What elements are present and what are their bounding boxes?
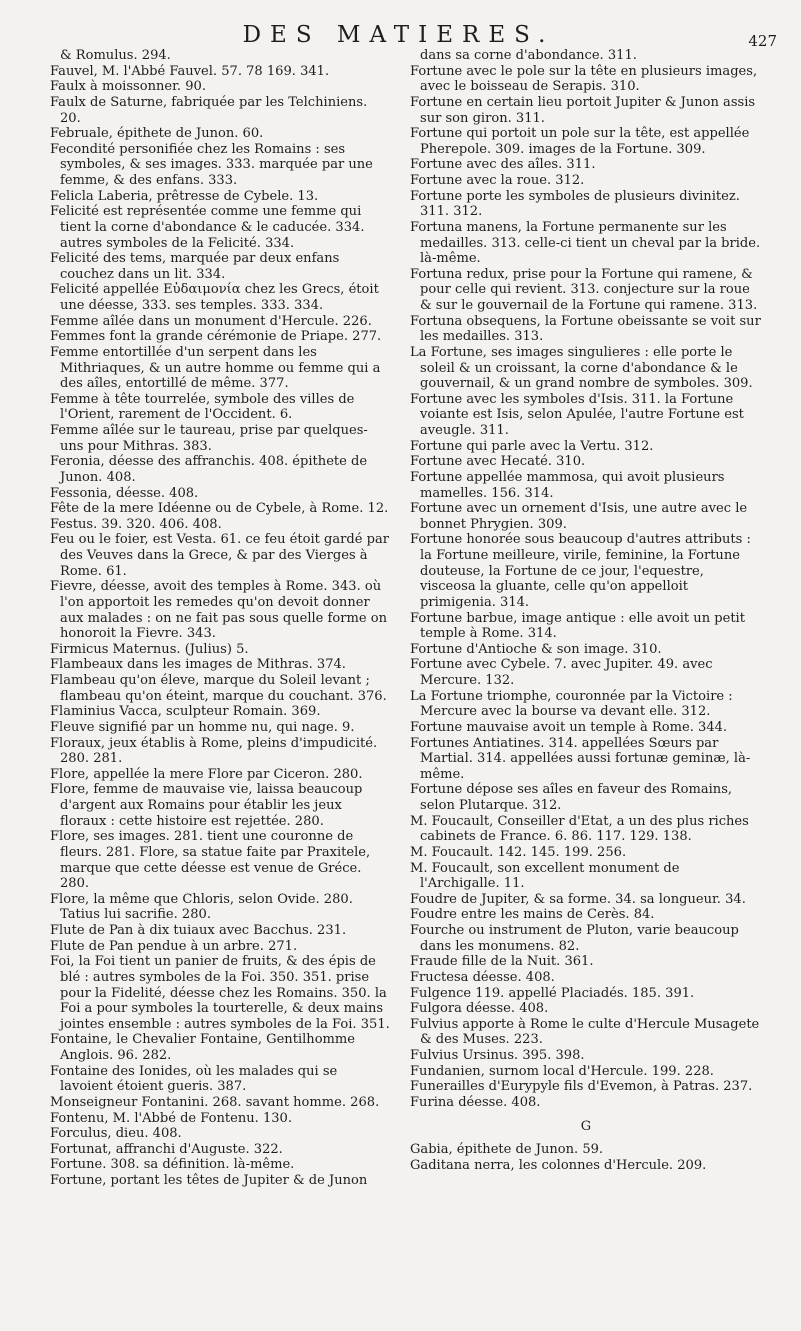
index-entry: Fortuna manens, la Fortune permanente sur les medailles. 313. celle-ci tient un cheval par la bride. là-même. xyxy=(410,219,761,267)
index-entry: Fortune dépose ses aîles en faveur des Romains, selon Plutarque. 312. xyxy=(410,782,733,813)
index-entry: Fraude fille de la Nuit. 361. xyxy=(410,954,594,970)
index-entry: Foi, la Foi tient un panier de fruits, & des épis de blé : autres symboles de la Foi. 350. 351. prise pour la Fidelité, déesse chez les Romains. 350. la Foi a pour symboles la tourterelle, & deux mains jointes ensemble : autres symboles de la Foi. 351. xyxy=(50,954,390,1032)
index-entry: Fauvel, M. l'Abbé Fauvel. 57. 78 169. 341. xyxy=(50,63,330,79)
index-entry: Fortuna obsequens, la Fortune obeissante se voit sur les medailles. 313. xyxy=(410,313,761,345)
left-column xyxy=(50,48,390,1189)
index-entry: La Fortune triomphe, couronnée par la Victoire : Mercure avec la bourse va devant elle. 312. xyxy=(410,688,733,720)
index-entry: Fortuna redux, prise pour la Fortune qui ramene, & pour celle qui revient. 313. conjecture sur la roue & sur le gouvernail de la Fortune qui ramene. 313. xyxy=(410,266,758,313)
index-entry: Flore, ses images. 281. tient une couronne de fleurs. 281. Flore, sa statue faite par Praxitele, marque que cette déesse est venue de Gréce. 280. xyxy=(50,829,371,892)
index-entry: Floraux, jeux établis à Rome, pleins d'impudicité. 280. 281. xyxy=(50,735,378,767)
index-entry: Firmicus Maternus. (Julius) 5. xyxy=(50,641,249,657)
index-entry: Furina déesse. 408. xyxy=(410,1094,541,1110)
index-entry: Felicité est représentée comme une femme qui tient la corne d'abondance & le caducée. 334. autres symboles de la Felicité. 334. xyxy=(50,204,365,251)
index-entry: Gabia, épithete de Junon. 59. xyxy=(410,1142,604,1158)
index-entry: Gaditana nerra, les colonnes d'Hercule. 209. xyxy=(410,1157,707,1173)
index-entry: Fortune, portant les têtes de Jupiter & de Junon xyxy=(50,1173,368,1188)
index-entry: Forculus, dieu. 408. xyxy=(50,1126,182,1142)
index-entry: Felicité appellée Εὐδαιμονία chez les Grecs, étoit une déesse, 333. ses temples. 333. 334. xyxy=(50,282,379,313)
index-entry: Fortune. 308. sa définition. là-même. xyxy=(50,1157,295,1173)
index-entry: Fontenu, M. l'Abbé de Fontenu. 130. xyxy=(50,1110,292,1126)
index-entry: Foudre entre les mains de Cerès. 84. xyxy=(410,907,655,923)
index-entry: Faulx de Saturne, fabriquée par les Telchiniens. 20. xyxy=(50,94,368,126)
page-number: 427 xyxy=(748,32,777,50)
index-entry: Fortunat, affranchi d'Auguste. 322. xyxy=(50,1141,283,1157)
index-entry: M. Foucault, Conseiller d'Etat, a un des plus riches cabinets de France. 6. 86. 117. 129. 138. xyxy=(410,813,749,845)
index-entry: Fievre, déesse, avoit des temples à Rome. 343. où l'on apportoit les remedes qu'on devoit donner aux malades : on ne fait pas sous quelle forme on honoroit la Fievre. 343. xyxy=(50,579,387,642)
index-entry: Fontaine, le Chevalier Fontaine, Gentilhomme Anglois. 96. 282. xyxy=(50,1032,356,1063)
index-entry: La Fortune, ses images singulieres : elle porte le soleil & un croissant, la corne d'abondance & le gouvernail, & un grand nombre de symboles. 309. xyxy=(410,344,753,392)
index-entry: Fortune mauvaise avoit un temple à Rome. 344. xyxy=(410,719,728,735)
index-entry: Flaminius Vacca, sculpteur Romain. 369. xyxy=(50,704,321,720)
index-entry: Femme à tête tourrelée, symbole des villes de l'Orient, rarement de l'Occident. 6. xyxy=(50,391,355,423)
index-entry: Fortune d'Antioche & son image. 310. xyxy=(410,641,662,657)
index-entry: Fulvius apporte à Rome le culte d'Hercule Musagete & des Muses. 223. xyxy=(410,1016,760,1048)
index-entry: Fecondité personifiée chez les Romains : ses symboles, & ses images. 333. marquée par une femme, & des enfans. 333. xyxy=(50,141,373,188)
index-entry: Fontaine des Ionides, où les malades qui se lavoient étoient gueris. 387. xyxy=(50,1063,338,1095)
index-entry: Fortune avec Hecaté. 310. xyxy=(410,454,586,470)
index-entry: Fulgence 119. appellé Placiadés. 185. 391. xyxy=(410,985,695,1001)
index-entry: Fortunes Antiatines. 314. appellées Sœurs par Martial. 314. appellées aussi fortunæ geminæ, là-même. xyxy=(410,735,751,782)
index-entry: Februale, épithete de Junon. 60. xyxy=(50,126,264,142)
index-entry: Fulvius Ursinus. 395. 398. xyxy=(410,1048,585,1063)
index-entry: Fulgora déesse. 408. xyxy=(410,1001,549,1017)
index-entry: Fourche ou instrument de Pluton, varie beaucoup dans les monumens. 82. xyxy=(410,923,739,954)
index-entry: Monseigneur Fontanini. 268. savant homme. 268. xyxy=(50,1094,380,1110)
index-entry: Flore, femme de mauvaise vie, laissa beaucoup d'argent aux Romains pour établir les jeux floraux : cette histoire est rejettée. 280. xyxy=(50,782,363,829)
index-entry: & Romulus. 294. xyxy=(60,48,171,63)
index-entry: M. Foucault, son excellent monument de l'Archigalle. 11. xyxy=(410,860,680,892)
index-entry: Femme entortillée d'un serpent dans les Mithriaques, & un autre homme ou femme qui a des aîles, entortillé de même. 377. xyxy=(50,344,381,392)
index-entry: Fortune avec Cybele. 7. avec Jupiter. 49. avec Mercure. 132. xyxy=(410,657,713,688)
running-title: DES MATIERES. xyxy=(242,22,555,48)
index-entry: Fleuve signifié par un homme nu, qui nage. 9. xyxy=(50,719,355,735)
index-entry: dans sa corne d'abondance. 311. xyxy=(420,48,637,63)
index-entry: Funerailles d'Eurypyle fils d'Evemon, à Patras. 237. xyxy=(410,1079,753,1095)
index-entry: Fortune appellée mammosa, qui avoit plusieurs mamelles. 156. 314. xyxy=(410,469,725,501)
index-entry: Feronia, déesse des affranchis. 408. épithete de Junon. 408. xyxy=(50,454,368,485)
index-entry: Fortune avec le pole sur la tête en plusieurs images, avec le boisseau de Serapis. 310. xyxy=(410,63,758,95)
index-entry: M. Foucault. 142. 145. 199. 256. xyxy=(410,844,627,860)
index-entry: Fortune avec des aîles. 311. xyxy=(410,157,596,173)
index-entry: Festus. 39. 320. 406. 408. xyxy=(50,516,222,532)
right-column xyxy=(410,48,762,1173)
index-entry: Flore, appellée la mere Flore par Ciceron. 280. xyxy=(50,766,363,782)
index-entry: Felicla Laberia, prêtresse de Cybele. 13. xyxy=(50,188,319,204)
index-entry: Fructesa déesse. 408. xyxy=(410,969,555,985)
index-entry: Fortune honorée sous beaucoup d'autres attributs : la Fortune meilleure, virile, feminine, la Fortune douteuse, la Fortune de ce jour, l'equestre, visceosa la gluante, celle qu'on appelloit primigenia. 314. xyxy=(410,532,751,610)
index-entry: Fortune avec les symboles d'Isis. 311. la Fortune voiante est Isis, selon Apulée, l'autre Fortune est aveugle. 311. xyxy=(410,391,744,438)
index-entry: Fortune qui portoit un pole sur la tête, est appellée Pherepole. 309. images de la Fortune. 309. xyxy=(410,126,750,157)
index-entry: Fessonia, déesse. 408. xyxy=(50,485,199,501)
index-entry: Femmes font la grande cérémonie de Priape. 277. xyxy=(50,329,382,345)
index-entry: Fortune en certain lieu portoit Jupiter & Junon assis sur son giron. 311. xyxy=(410,94,756,126)
index-entry: Fortune qui parle avec la Vertu. 312. xyxy=(410,438,654,454)
index-entry: Felicité des tems, marquée par deux enfans couchez dans un lit. 334. xyxy=(50,251,340,282)
index-entry: Femme aîlée sur le taureau, prise par quelques-uns pour Mithras. 383. xyxy=(50,423,368,454)
index-entry: Flore, la même que Chloris, selon Ovide. 280. Tatius lui sacrifie. 280. xyxy=(50,891,353,923)
index-entry: Fête de la mere Idéenne ou de Cybele, à Rome. 12. xyxy=(50,501,389,517)
index-entry: Foudre de Jupiter, & sa forme. 34. sa longueur. 34. xyxy=(410,891,746,907)
section-letter-g: G xyxy=(580,1118,592,1134)
index-entry: Fundanien, surnom local d'Hercule. 199. 228. xyxy=(410,1063,714,1079)
index-entry: Flambeaux dans les images de Mithras. 374. xyxy=(50,657,346,673)
index-entry: Flambeau qu'on éleve, marque du Soleil levant ; flambeau qu'on éteint, marque du couchant. 376. xyxy=(50,673,387,704)
index-entry: Fortune barbue, image antique : elle avoit un petit temple à Rome. 314. xyxy=(410,610,745,642)
index-entry: Feu ou le foier, est Vesta. 61. ce feu étoit gardé par des Veuves dans la Grece, & par des Vierges à Rome. 61. xyxy=(50,532,390,579)
index-entry: Flute de Pan pendue à un arbre. 271. xyxy=(50,938,298,954)
index-entry: Faulx à moissonner. 90. xyxy=(50,79,206,95)
index-entry: Fortune avec la roue. 312. xyxy=(410,173,585,188)
index-entry: Fortune avec un ornement d'Isis, une autre avec le bonnet Phrygien. 309. xyxy=(410,501,748,532)
index-entry: Fortune porte les symboles de plusieurs divinitez. 311. 312. xyxy=(410,188,740,220)
index-entry: Femme aîlée dans un monument d'Hercule. 226. xyxy=(50,313,372,329)
index-entry: Flute de Pan à dix tuiaux avec Bacchus. 231. xyxy=(50,923,347,938)
